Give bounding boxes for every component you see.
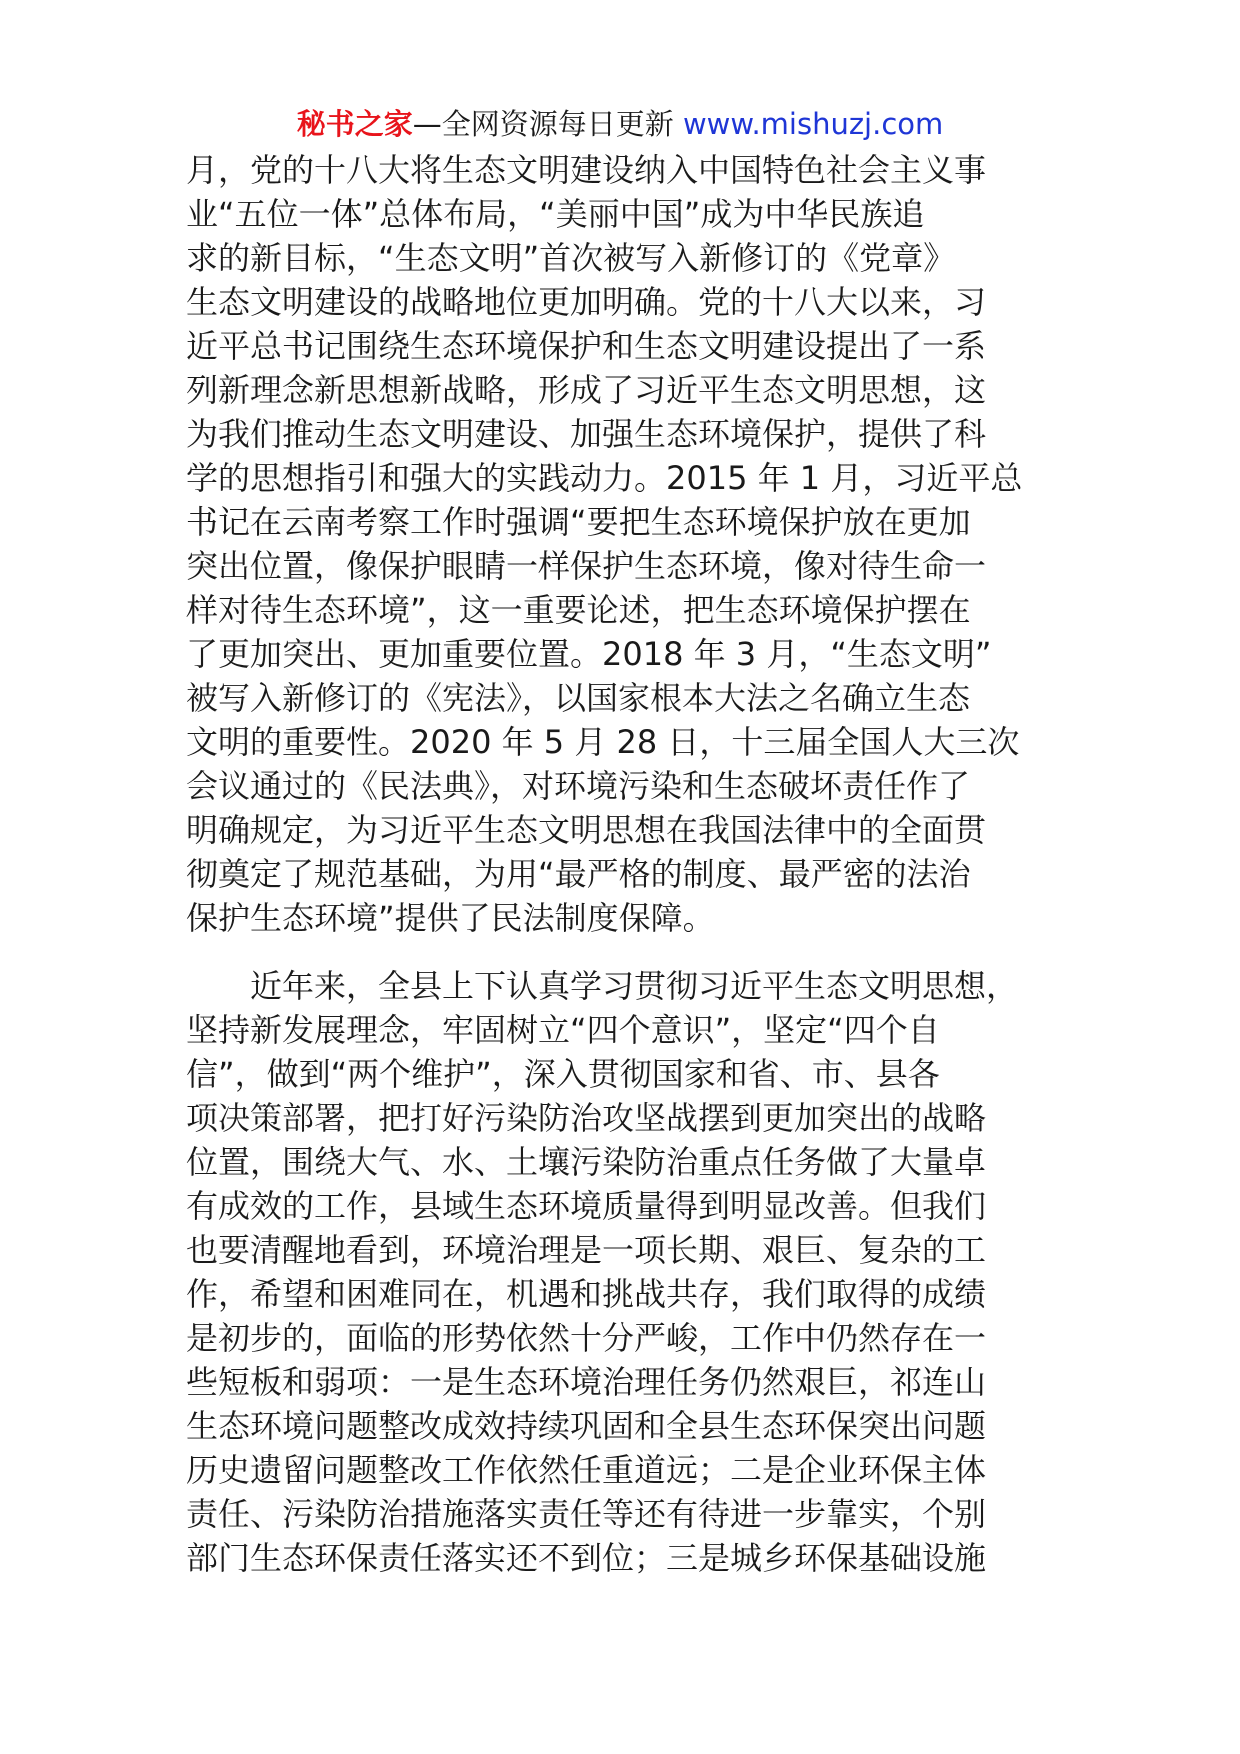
text-line: 近年来，全县上下认真学习贯彻习近平生态文明思想， — [186, 967, 1019, 1005]
text-line: 也要清醒地看到，环境治理是一项长期、艰巨、复杂的工 — [186, 1231, 987, 1269]
text-line: 被写入新修订的《宪法》，以国家根本大法之名确立生态 — [186, 679, 971, 717]
text-line: 部门生态环保责任落实还不到位；三是城乡环保基础设施 — [186, 1539, 987, 1577]
text-line: 样对待生态环境”，这一重要论述，把生态环境保护摆在 — [186, 591, 971, 629]
text-line: 保护生态环境”提供了民法制度保障。 — [186, 899, 715, 937]
text-line: 明确规定，为习近平生态文明思想在我国法律中的全面贯 — [186, 811, 987, 849]
website-url: www.mishuzj.com — [682, 107, 944, 141]
paragraph-spacer — [186, 940, 1066, 964]
brand-name: 秘书之家 — [296, 107, 413, 141]
text-line: 作，希望和困难同在，机遇和挑战共存，我们取得的成绩 — [186, 1275, 987, 1313]
text-line: 生态文明建设的战略地位更加明确。党的十八大以来，习 — [186, 283, 987, 321]
text-line: 文明的重要性。2020 年 5 月 28 日，十三届全国人大三次 — [186, 723, 1020, 761]
paragraph-2 — [186, 964, 1066, 1580]
text-line: 了更加突出、更加重要位置。2018 年 3 月，“生态文明” — [186, 635, 992, 673]
text-line: 彻奠定了规范基础，为用“最严格的制度、最严密的法治 — [186, 855, 971, 893]
text-line: 会议通过的《民法典》，对环境污染和生态破坏责任作了 — [186, 767, 971, 805]
text-line: 位置，围绕大气、水、土壤污染防治重点任务做了大量卓 — [186, 1143, 987, 1181]
text-line: 业“五位一体”总体布局，“美丽中国”成为中华民族追 — [186, 195, 925, 233]
text-line: 历史遗留问题整改工作依然任重道远；二是企业环保主体 — [186, 1451, 987, 1489]
text-line: 生态环境问题整改成效持续巩固和全县生态环保突出问题 — [186, 1407, 987, 1445]
text-line: 是初步的，面临的形势依然十分严峻，工作中仍然存在一 — [186, 1319, 987, 1357]
text-line: 项决策部署，把打好污染防治攻坚战摆到更加突出的战略 — [186, 1099, 987, 1137]
text-line: 书记在云南考察工作时强调“要把生态环境保护放在更加 — [186, 503, 971, 541]
text-line: 些短板和弱项：一是生态环境治理任务仍然艰巨，祁连山 — [186, 1363, 987, 1401]
text-line: 近平总书记围绕生态环境保护和生态文明建设提出了一系 — [186, 327, 987, 365]
text-line: 突出位置，像保护眼睛一样保护生态环境，像对待生命一 — [186, 547, 987, 585]
text-line: 有成效的工作，县域生态环境质量得到明显改善。但我们 — [186, 1187, 987, 1225]
document-body — [186, 148, 1066, 1580]
text-line: 求的新目标，“生态文明”首次被写入新修订的《党章》 — [186, 239, 956, 277]
text-line: 坚持新发展理念，牢固树立“四个意识”，坚定“四个自 — [186, 1011, 940, 1049]
header-tagline: —全网资源每日更新 — [412, 107, 683, 141]
text-line: 责任、污染防治措施落实责任等还有待进一步靠实，个别 — [186, 1495, 987, 1533]
text-line: 为我们推动生态文明建设、加强生态环境保护，提供了科 — [186, 415, 987, 453]
text-line: 列新理念新思想新战略，形成了习近平生态文明思想，这 — [186, 371, 987, 409]
text-line: 月，党的十八大将生态文明建设纳入中国特色社会主义事 — [186, 151, 987, 189]
text-line: 信”，做到“两个维护”，深入贯彻国家和省、市、县各 — [186, 1055, 940, 1093]
page-header — [0, 106, 1240, 142]
paragraph-1 — [186, 148, 1066, 940]
text-line: 学的思想指引和强大的实践动力。2015 年 1 月，习近平总 — [186, 459, 1023, 497]
